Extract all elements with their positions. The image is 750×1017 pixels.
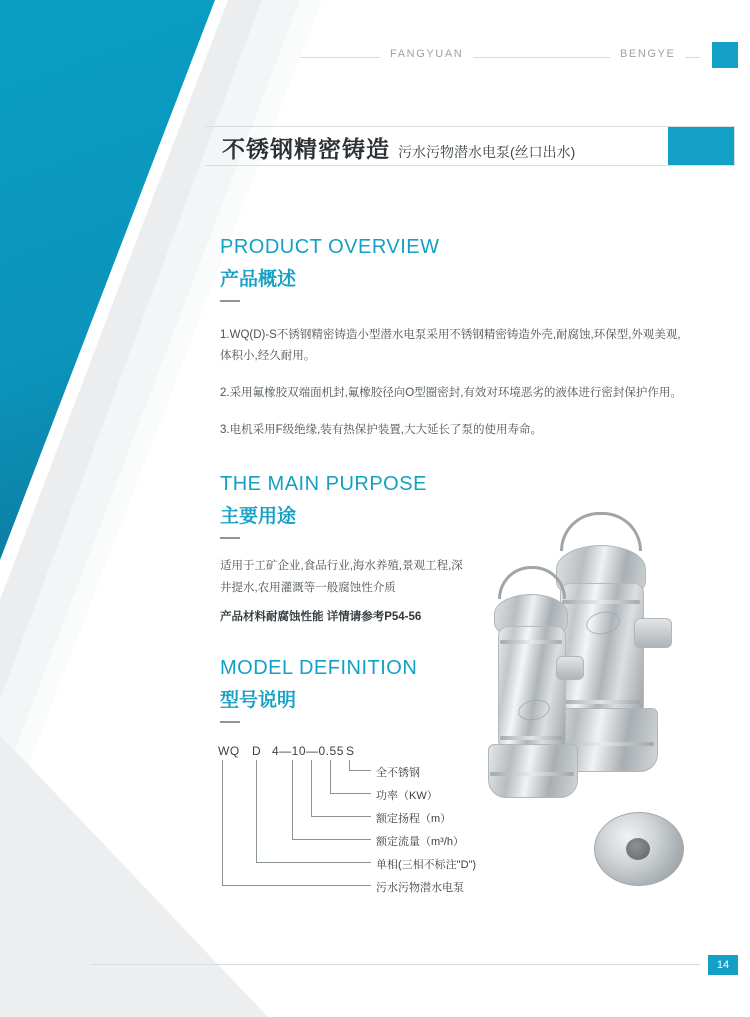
leader-hline-1 xyxy=(349,770,371,771)
model-code-d: D xyxy=(252,744,262,758)
section-overview-title-cn: 产品概述 xyxy=(220,269,297,290)
page-number-badge: 14 xyxy=(708,955,738,975)
footer-divider xyxy=(92,964,700,965)
leader-vline-1 xyxy=(349,760,350,770)
model-label-product: 污水污物潜水电泵 xyxy=(376,882,464,894)
model-code-wq: WQ xyxy=(218,744,240,758)
leader-vline-6 xyxy=(222,760,223,885)
section-model-title-cn: 型号说明 xyxy=(220,690,297,711)
model-code-s: S xyxy=(346,744,355,758)
section-overview-dash xyxy=(220,300,240,302)
overview-paragraph-1-line-1: 1.WQ(D)-S不锈钢精密铸造小型潜水电泵采用不锈钢精密铸造外壳,耐腐蚀,环保型,外观美观, xyxy=(220,329,681,341)
page-title-sub: 污水污物潜水电泵(丝口出水) xyxy=(398,144,576,160)
impeller-hub xyxy=(626,838,650,860)
pump-outlet-large xyxy=(634,618,672,648)
pump-body-small xyxy=(498,626,566,750)
leader-hline-5 xyxy=(256,862,371,863)
model-label-material: 全不锈钢 xyxy=(376,767,420,779)
pump-ring-large-2 xyxy=(562,700,640,704)
header-accent-square xyxy=(712,42,738,68)
model-label-power: 功率（KW） xyxy=(376,790,438,802)
pump-ring-small-1 xyxy=(500,640,562,644)
leader-hline-2 xyxy=(330,793,371,794)
pump-base-small xyxy=(488,744,578,798)
leader-hline-3 xyxy=(311,816,371,817)
overview-paragraph-3: 3.电机采用F级绝缘,装有热保护装置,大大延长了泵的使用寿命。 xyxy=(220,424,543,436)
leader-vline-4 xyxy=(292,760,293,839)
model-label-phase: 单相(三相不标注"D") xyxy=(376,859,477,871)
pump-base-ring-small xyxy=(490,772,574,776)
overview-paragraph-2: 2.采用氟橡胶双端面机封,氟橡胶径向O型圈密封,有效对环境恶劣的液体进行密封保护作用。 xyxy=(220,387,682,399)
header-brand-right: BENGYE xyxy=(610,48,685,60)
model-label-flow: 额定流量（m³/h） xyxy=(376,836,464,848)
page-title xyxy=(222,131,575,164)
page-title-main: 不锈钢精密铸造 xyxy=(222,136,390,162)
model-label-head: 额定扬程（m） xyxy=(376,813,452,825)
header-brand-left: FANGYUAN xyxy=(380,48,473,60)
leader-vline-5 xyxy=(256,760,257,862)
purpose-paragraph-line-1: 适用于工矿企业,食品行业,海水养殖,景观工程,深 xyxy=(220,560,463,572)
title-band-accent xyxy=(668,127,734,165)
section-overview-title-en: PRODUCT OVERVIEW xyxy=(220,236,440,258)
leader-vline-2 xyxy=(330,760,331,793)
section-model-title-en: MODEL DEFINITION xyxy=(220,657,418,679)
leader-vline-3 xyxy=(311,760,312,816)
model-code-numbers: 4—10—0.55 xyxy=(272,744,344,758)
pump-ring-small-2 xyxy=(500,736,562,740)
section-purpose-dash xyxy=(220,537,240,539)
purpose-paragraph-line-2: 井提水,农用灌溉等一般腐蚀性介质 xyxy=(220,582,396,594)
section-model-dash xyxy=(220,721,240,723)
leader-hline-4 xyxy=(292,839,371,840)
section-purpose-title-en: THE MAIN PURPOSE xyxy=(220,473,427,495)
leader-hline-6 xyxy=(222,885,371,886)
pump-outlet-small xyxy=(556,656,584,680)
section-purpose-title-cn: 主要用途 xyxy=(220,506,297,527)
pump-ring-large-1 xyxy=(562,600,640,604)
overview-paragraph-1-line-2: 体积小,经久耐用。 xyxy=(220,350,316,362)
purpose-highlight-note: 产品材料耐腐蚀性能 详情请参考P54-56 xyxy=(220,611,422,623)
